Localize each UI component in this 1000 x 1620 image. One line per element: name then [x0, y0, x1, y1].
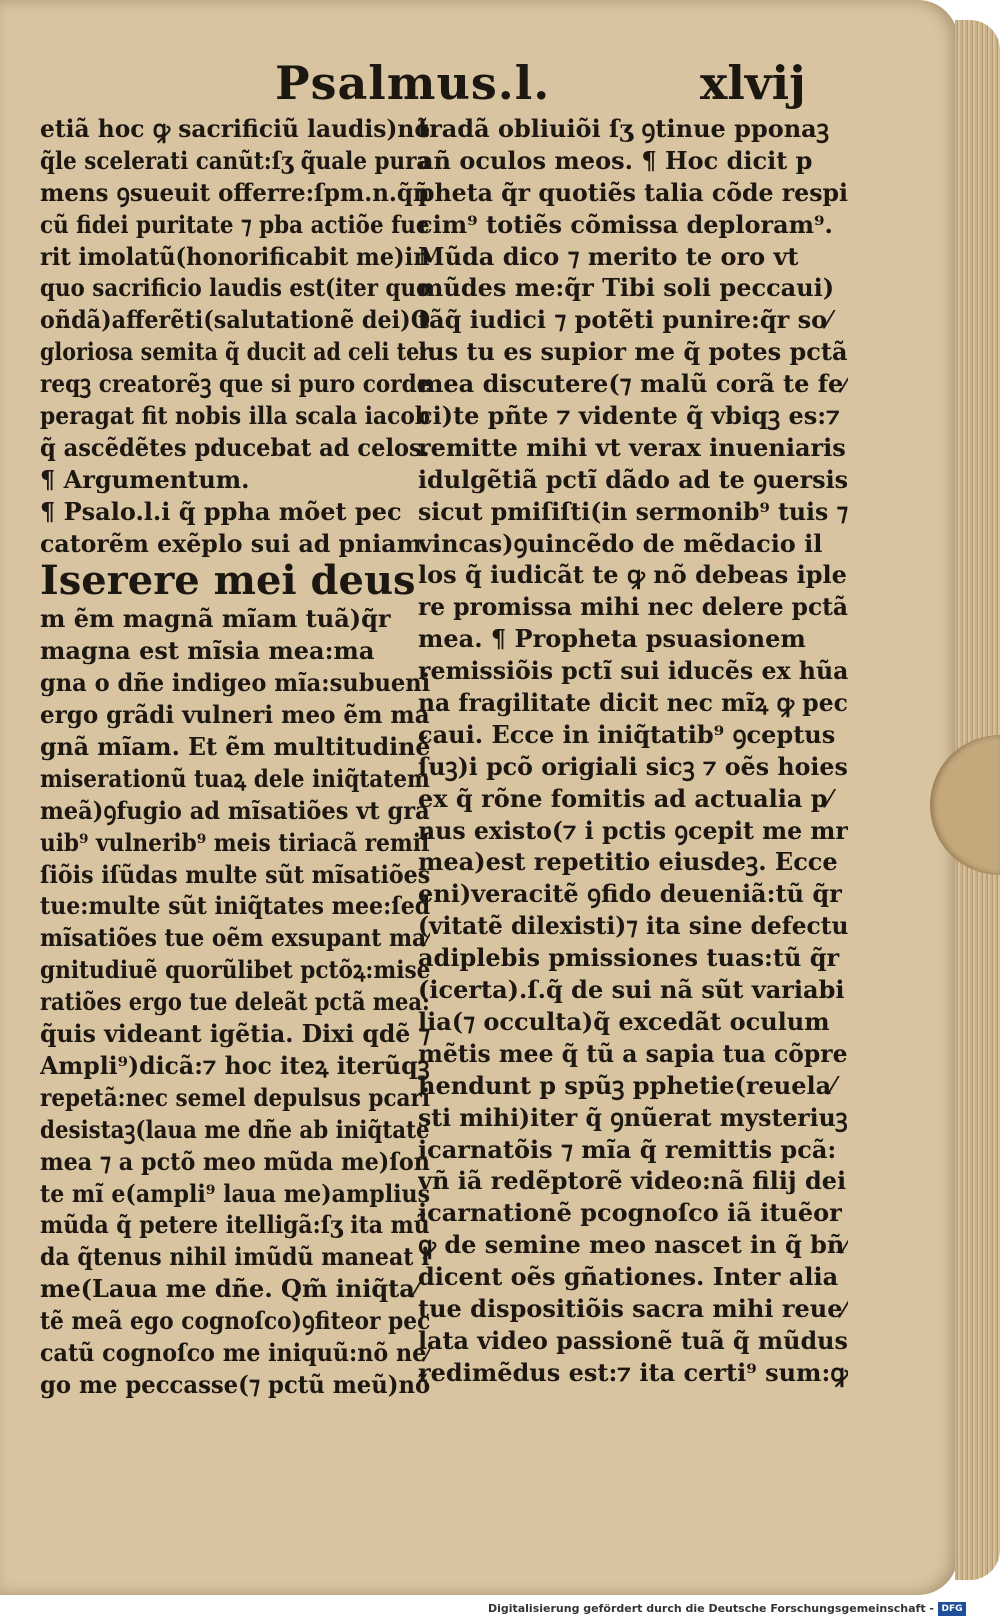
text-line: mĩsatiões tue oẽm exsupant ma⁄ — [40, 923, 430, 953]
text-line: tãq̃ iudici ⁊ potẽti punire:q̃r so⁄ — [418, 305, 832, 335]
text-line: mũda q̃ petere itelligã:ſʒ ita mũ — [40, 1210, 430, 1240]
text-line: dicent oẽs gñationes. Inter alia — [418, 1262, 839, 1292]
text-line: mẽtis mee q̃ tũ a sapia tua cõpre — [418, 1038, 848, 1068]
text-line: eni)veracitẽ ꝯfido deueniã:tũ q̃r — [418, 879, 842, 909]
folio-number: xlvij — [700, 56, 806, 110]
text-line: lata video passionẽ tuã q̃ mũdus — [418, 1325, 848, 1355]
text-line: redimẽdus est:⁊ ita certi⁹ sum:ꝙ — [418, 1357, 848, 1387]
text-line: sti mihi)iter q̃ ꝯnũerat mysteriuꝫ — [418, 1102, 848, 1132]
text-line: uib⁹ vulnerib⁹ meis tiriacã remiſ — [40, 827, 430, 857]
text-line: icarnationẽ pcognoſco iã ituẽor — [418, 1198, 842, 1228]
text-line: q̃le scelerati canũt:ſʒ q̃uale pura — [40, 145, 430, 175]
text-line: caui. Ecce in iniq̃tatib⁹ ꝯceptus — [418, 719, 836, 749]
text-line: rit imolatũ(honorificabit me)in — [40, 241, 430, 271]
text-line: ¶ Psalo.l.i q̃ ppha mõet pec — [40, 496, 402, 526]
text-line: q̃uis videant igẽtia. Dixi qdẽ ⁊ — [40, 1019, 430, 1049]
text-line: Iserere mei deus — [40, 557, 416, 605]
text-line: mea discutere(⁊ malũ corã te fe⁄ — [418, 369, 848, 399]
text-line: etiã hoc ꝙ sacrificiũ laudis)nõ — [40, 114, 430, 143]
text-line: mea ⁊ a pctõ meo mũda me)ſon — [40, 1146, 430, 1176]
text-line: ¶ Argumentum. — [40, 464, 250, 494]
text-line: lus tu es supior me q̃ potes pctã — [418, 337, 848, 367]
text-line: remitte mihi vt verax inueniaris — [418, 432, 846, 462]
text-line: go me peccasse(⁊ pctũ meũ)nõ — [40, 1369, 430, 1399]
text-line: ſiõis iſũdas multe sũt mĩsatiões — [40, 859, 430, 889]
text-line: me(Laua me dñe. Qm̃ iniq̃ta⁄ — [40, 1274, 419, 1304]
text-line: gloriosa semita q̃ ducit ad celi ter — [40, 337, 430, 367]
dfg-logo: DFG — [938, 1602, 966, 1616]
text-line: ex q̃ rõne fomitis ad actualia p⁄ — [418, 783, 832, 813]
text-line: repetã:nec semel depulsus pcari — [40, 1082, 430, 1112]
text-line: ratiões ergo tue deleãt pctã mea: — [40, 987, 430, 1017]
text-line: vñ iã redẽptorẽ video:nã filij dei — [418, 1166, 847, 1196]
text-line: los q̃ iudicãt te ꝙ nõ debeas iple — [418, 560, 847, 590]
text-line: catorẽm exẽplo sui ad pniam. — [40, 528, 430, 558]
text-line: q̃ ascẽdẽtes pducebat ad celos. — [40, 432, 430, 462]
text-line: gnã mĩam. Et ẽm multitudinẽ — [40, 732, 430, 762]
text-line: remissiõis pctĩ sui iducẽs ex hũa — [418, 656, 848, 686]
text-line: adiplebis pmissiones tuas:tũ q̃r — [418, 943, 840, 973]
text-line: m ẽm magnã mĩam tuã)q̃r — [40, 604, 391, 634]
text-line: ci)te pñte ⁊ vidente q̃ vbiqꝫ es:⁊ — [418, 401, 840, 431]
text-line: na fragilitate dicit nec mĩꝝ ꝙ pec — [418, 688, 848, 718]
text-line: re promissa mihi nec delere pctã — [418, 592, 848, 622]
text-line: tẽ meã ego cognoſco)ꝯfiteor pec — [40, 1306, 430, 1336]
text-line: meã)ꝯfugio ad mĩsatiões vt gra — [40, 795, 430, 825]
text-line: ergo grãdi vulneri meo ẽm ma — [40, 700, 430, 730]
text-line: Mũda dico ⁊ merito te oro vt — [418, 241, 799, 271]
text-line: catũ cognoſco me iniquũ:nõ ne⁄ — [40, 1337, 430, 1367]
running-title: Psalmus.l. — [275, 56, 551, 110]
text-line: mens ꝯsueuit offerre:ſpm.n.q̃ñ — [40, 177, 430, 207]
text-line: lia(⁊ occulta)q̃ excedãt oculum — [418, 1006, 830, 1036]
text-line: miserationũ tuaꝝ dele iniq̃tatem — [40, 763, 430, 793]
text-line: sicut pmiſiſti(in sermonib⁹ tuis ⁊ — [418, 496, 848, 526]
text-line: idulgẽtiã pctĩ dãdo ad te ꝯuersis — [418, 464, 848, 494]
text-line: mea)est repetitio eiusdeꝫ. Ecce — [418, 847, 838, 877]
text-line: añ oculos meos. ¶ Hoc dicit p — [418, 145, 813, 175]
text-line: da q̃tenus nihil imũdũ maneat i — [40, 1242, 430, 1272]
right-text-column — [418, 113, 848, 1389]
text-line: gna o dñe indigeo mĩa:subueni — [40, 668, 430, 698]
text-line: vincas)ꝯuincẽdo de mẽdacio il — [418, 528, 823, 558]
text-line: mũdes me:q̃r Tibi soli peccaui) — [418, 273, 835, 303]
text-line: oñdã)afferẽti(salutationẽ dei)O — [40, 305, 430, 335]
text-line: reqꝫ creatorẽꝫ que si puro corde — [40, 369, 430, 399]
text-line: tradã obliuiõi ſʒ ꝯtinue pponaꝫ — [418, 114, 829, 143]
text-line: magna est mĩsia mea:ma — [40, 636, 375, 666]
text-line: desistaꝫ(laua me dñe ab iniq̃tate — [40, 1114, 430, 1144]
text-line: (vitatẽ dilexisti)⁊ ita sine defectu — [418, 911, 848, 941]
text-line: gnitudiuẽ quorũlibet pctõꝝ:mise — [40, 955, 430, 985]
text-line: hendunt p spũꝫ pphetie(reuela⁄ — [418, 1070, 836, 1100]
text-line: Ampli⁹)dicã:⁊ hoc iteꝝ iterũqꝫ — [40, 1050, 430, 1080]
text-line: cũ fidei puritate ⁊ pba actiõe fue — [40, 209, 430, 239]
text-line: tue dispositiõis sacra mihi reue⁄ — [418, 1293, 847, 1323]
text-line: tue:multe sũt iniq̃tates mee:ſed — [40, 891, 430, 921]
text-line: icarnatõis ⁊ mĩa q̃ remittis pcã: — [418, 1134, 837, 1164]
text-line: peragat fit nobis illa scala iacob — [40, 401, 430, 431]
text-line: ꝙ de semine meo nascet in q̃ bñ⁄ — [418, 1230, 848, 1260]
text-line: cim⁹ totiẽs cõmissa deploram⁹. — [418, 209, 833, 239]
text-line: te mĩ e(ampli⁹ laua me)amplius — [40, 1178, 430, 1208]
left-text-column — [40, 113, 430, 1401]
text-line: (icerta).ſ.q̃ de sui nã sũt variabi — [418, 975, 845, 1005]
text-line: nus existo(⁊ i pctis ꝯcepit me mr — [418, 815, 848, 845]
text-line: pheta q̃r quotiẽs talia cõde respi — [418, 177, 848, 207]
text-line: ſuꝫ)i pcõ origiali sicꝫ ⁊ oẽs hoies — [418, 751, 848, 781]
text-line: mea. ¶ Propheta psuasionem — [418, 624, 806, 654]
text-line: quo sacrificio laudis est(iter quo — [40, 273, 430, 303]
funding-credit: Digitalisierung gefördert durch die Deutsche Forschungsgemeinschaft - — [487, 1602, 934, 1615]
footer-bar — [0, 1600, 1000, 1620]
